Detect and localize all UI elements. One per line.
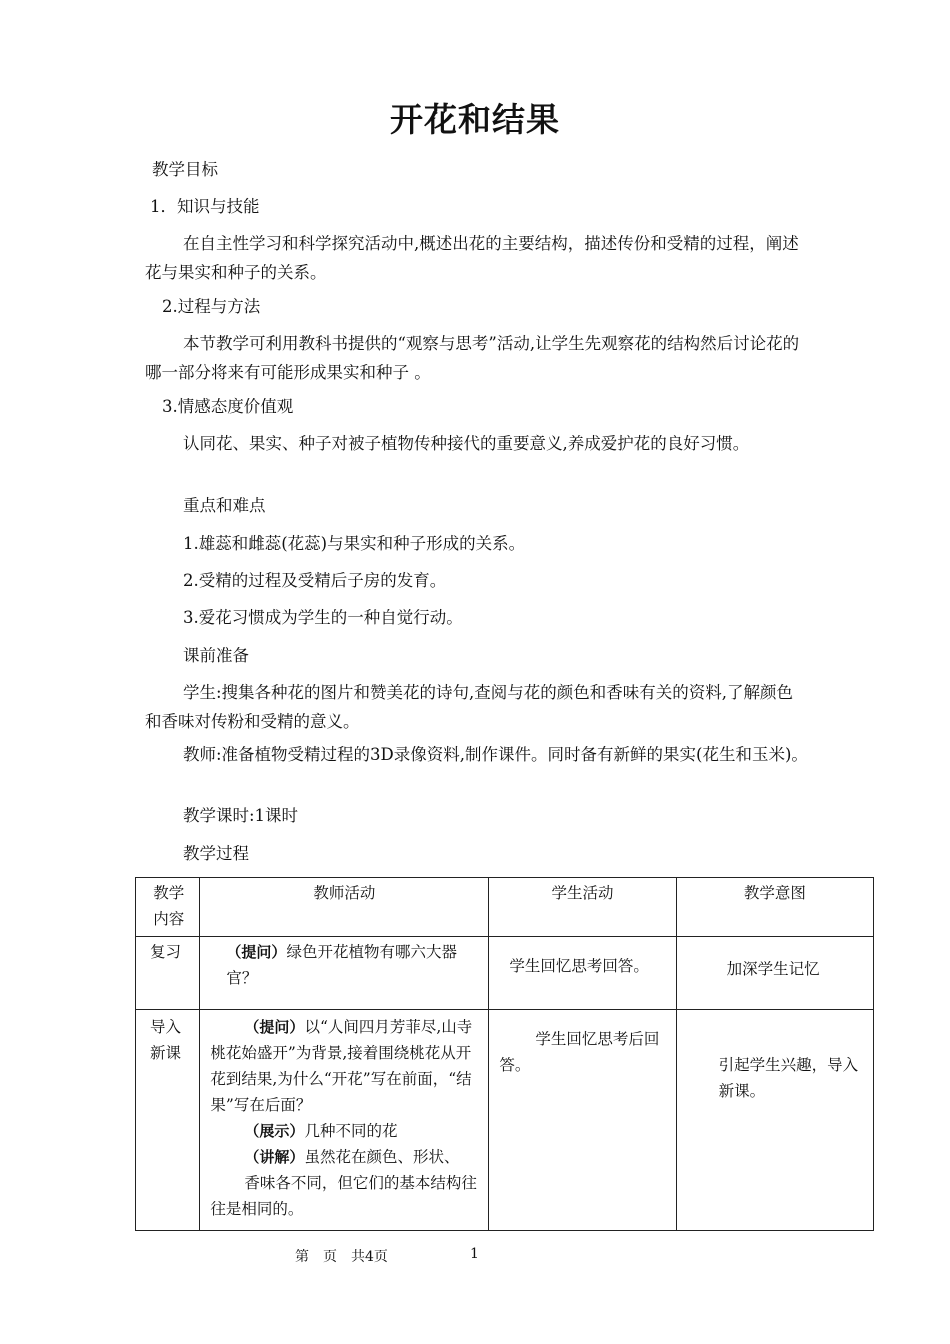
row2-teacher-show [210,1118,480,1144]
objectives-heading: 教学目标 [152,160,218,179]
question-tag: （提问） [244,1018,305,1036]
prep-student: 学生:搜集各种花的图片和赞美花的诗句,查阅与花的颜色和香味有关的资料,了解颜色和香味对传粉和受精的意义。 [145,683,794,731]
row2-teacher-explain-cont: 香味各不同，但它们的基本结构往往是相同的。 [210,1174,477,1218]
question-text: 以“人间四月芳菲尽,山寺桃花始盛开”为背景,接着围绕桃花从开花到结果,为什么“开花”写在前面，“结果”写在后面？ [210,1018,473,1114]
key-point-2: 2.受精的过程及受精后子房的发育。 [183,571,447,590]
page-footer-label: 第 页 共4页 [295,1249,388,1265]
show-tag: （展示） [244,1122,305,1140]
row1-teacher-tag: （提问） [226,943,287,961]
page-number: 1 [470,1246,479,1262]
objective-3-heading: 3.情感态度价值观 [162,397,294,416]
row1-teacher [200,937,489,1010]
prep-heading: 课前准备 [183,646,249,665]
lesson-hours: 教学课时:1课时 [183,806,299,825]
table-row [136,937,874,1010]
process-heading: 教学过程 [183,844,249,863]
row2-teacher [200,1010,489,1231]
row1-student: 学生回忆思考回答。 [489,937,676,1010]
header-intent: 教学意图 [676,878,873,937]
row2-intent [676,1010,873,1231]
key-point-3: 3.爱花习惯成为学生的一种自觉行动。 [183,608,463,627]
table-row [136,1010,874,1231]
row2-teacher-question [210,1014,480,1118]
header-content: 教学内容 [136,878,200,937]
table-header-row [136,878,874,937]
objective-2-text: 本节教学可利用教科书提供的“观察与思考”活动,让学生先观察花的结构然后讨论花的哪一部分将来有可能形成果实和种子 。 [145,334,800,382]
row2-content: 导入新课 [136,1010,200,1231]
prep-teacher: 教师:准备植物受精过程的3D录像资料,制作课件。同时备有新鲜的果实(花生和玉米)。 [183,745,808,764]
show-text: 几种不同的花 [304,1122,398,1140]
header-teacher: 教师活动 [200,878,489,937]
row2-teacher-explain [210,1144,480,1170]
objective-1-heading: 1．知识与技能 [150,197,260,216]
explain-tag: （讲解） [244,1148,305,1166]
document-title: 开花和结果 [390,100,560,139]
objective-1-text: 在自主性学习和科学探究活动中,概述出花的主要结构，描述传份和受精的过程，阐述花与果实和种子的关系。 [145,234,799,282]
key-point-1: 1.雄蕊和雌蕊(花蕊)与果实和种子形成的关系。 [183,534,526,553]
header-student: 学生活动 [489,878,676,937]
teaching-process-table [135,877,874,1231]
row2-student: 学生回忆思考后回答。 [489,1010,676,1231]
explain-text: 虽然花在颜色、形状、 [304,1148,460,1166]
row1-intent: 加深学生记忆 [676,937,873,1010]
row1-teacher-text: 绿色开花植物有哪六大器官？ [226,943,457,987]
row2-intent-text: 引起学生兴趣，导入新课。 [718,1056,859,1100]
key-points-heading: 重点和难点 [183,496,266,515]
row1-content: 复习 [136,937,200,1010]
objective-3-text: 认同花、果实、种子对被子植物传种接代的重要意义,养成爱护花的良好习惯。 [183,434,750,453]
objective-2-heading: 2.过程与方法 [162,297,261,316]
